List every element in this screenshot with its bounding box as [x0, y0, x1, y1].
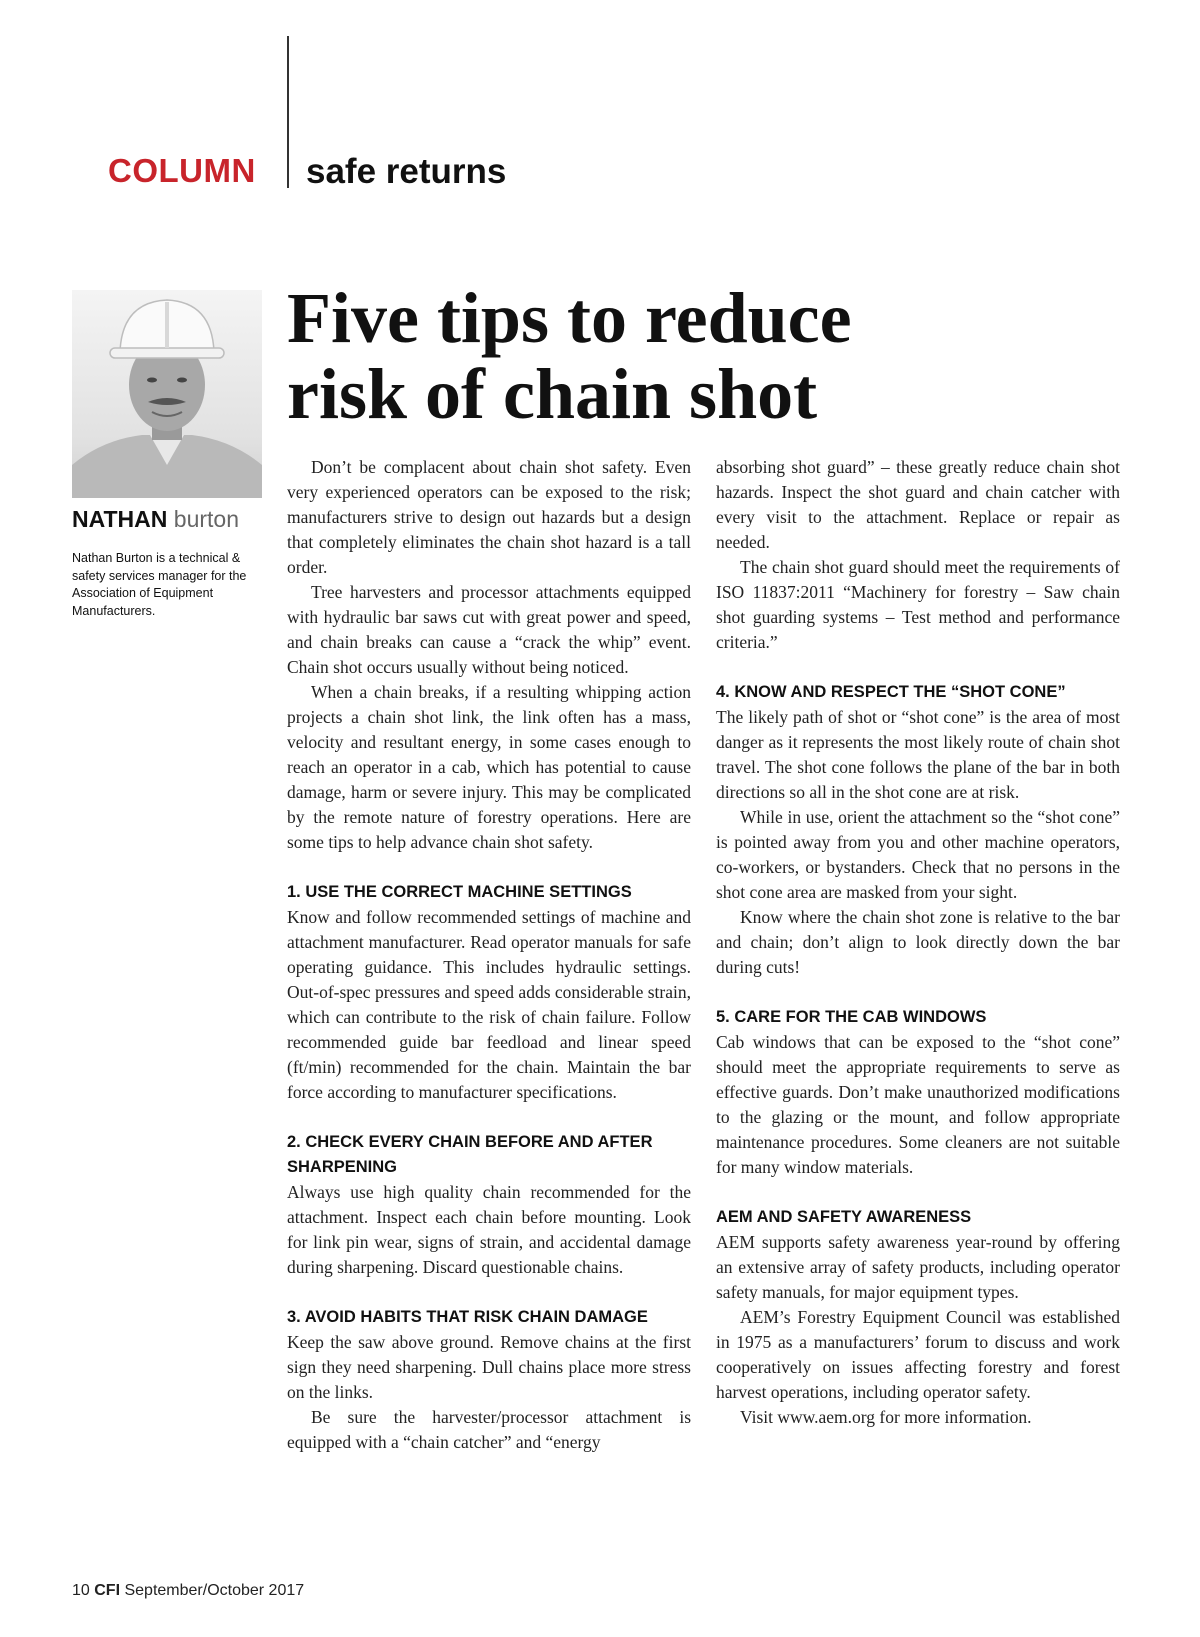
section-4-paragraph-3: Know where the chain shot zone is relative to the bar and chain; don’t align to look directly down the bar during cuts! — [716, 907, 1120, 977]
author-last-name: burton — [173, 506, 240, 532]
section-3-paragraph-2-continued: absorbing shot guard” – these greatly reduce chain shot hazards. Inspect the shot guard and chain catcher with every visit to the attachment. Replace or repair as needed. — [716, 457, 1120, 552]
aem-paragraph-2: AEM’s Forestry Equipment Council was established in 1975 as a manufacturers’ forum to discuss and work cooperatively on issues affecting forestry and forest harvest operations, including operator safety. — [716, 1307, 1120, 1402]
article-title-line1: Five tips to reduce — [287, 278, 852, 358]
section-3-paragraph-3: The chain shot guard should meet the requirements of ISO 11837:2011 “Machinery for forestry – Saw chain shot guarding systems – Test method and performance criteria.” — [716, 557, 1120, 652]
section-5-heading: 5. CARE FOR THE CAB WINDOWS — [716, 1008, 987, 1026]
section-3-heading: 3. AVOID HABITS THAT RISK CHAIN DAMAGE — [287, 1308, 648, 1326]
intro-paragraph-2: Tree harvesters and processor attachments equipped with hydraulic bar saws cut with great power and speed, and chain breaks can cause a “crack the whip” event. Chain shot occurs usually without being noticed. — [287, 582, 691, 677]
section-1-paragraph: Know and follow recommended settings of machine and attachment manufacturer. Read operator manuals for safe operating guidance. This includes hydraulic settings. Out-of-spec pressures and speed adds considerable strain, which can contribute to the risk of chain failure. Follow recommended guide bar feedload and linear speed (ft/min) recommended for the chain. Maintain the bar force according to manufacturer specifications. — [287, 907, 691, 1102]
intro-paragraph-1: Don’t be complacent about chain shot safety. Even very experienced operators can be exposed to the risk; manufacturers strive to design out hazards but a design that completely eliminates the chain shot hazard is a tall order. — [287, 457, 691, 577]
section-header — [108, 152, 507, 198]
article-column-left — [287, 455, 691, 1455]
issue-date: September/October 2017 — [124, 1582, 305, 1599]
section-4-paragraph-1: The likely path of shot or “shot cone” is the area of most danger as it represents the most likely route of chain shot travel. The shot cone follows the plane of the bar in both directions so all in the shot cone are at risk. — [716, 707, 1120, 802]
author-bio: Nathan Burton is a technical & safety services manager for the Association of Equipment Manufacturers. — [72, 551, 247, 618]
section-4-paragraph-2: While in use, orient the attachment so the “shot cone” is pointed away from you and other machine operators, co-workers, or bystanders. Check that no persons in the shot cone area are masked from your sight. — [716, 807, 1120, 902]
page-number: 10 — [72, 1582, 90, 1599]
header-divider-rule — [287, 36, 289, 188]
intro-paragraph-3: When a chain breaks, if a resulting whipping action projects a chain shot link, the link often has a mass, velocity and resultant energy, in some cases enough to reach an operator in a cab, which has potential to cause damage, harm or severe injury. This may be complicated by the remote nature of forestry operations. Here are some tips to help advance chain shot safety. — [287, 682, 691, 852]
section-1-heading: 1. USE THE CORRECT MACHINE SETTINGS — [287, 883, 632, 901]
subsection-label: safe returns — [306, 152, 507, 191]
section-2-heading: 2. CHECK EVERY CHAIN BEFORE AND AFTER SHARPENING — [287, 1133, 653, 1176]
author-name — [72, 506, 239, 533]
aem-paragraph-3: Visit www.aem.org for more information. — [740, 1407, 1032, 1427]
magazine-name: CFI — [94, 1582, 121, 1599]
author-portrait-icon — [72, 290, 262, 498]
page-footer — [72, 1582, 304, 1600]
section-3-paragraph-1: Keep the saw above ground. Remove chains at the first sign they need sharpening. Dull chains place more stress on the links. — [287, 1332, 691, 1402]
section-3-paragraph-2: Be sure the harvester/processor attachment is equipped with a “chain catcher” and “energy — [287, 1407, 691, 1452]
section-label: COLUMN — [108, 152, 256, 189]
article-title-line2: risk of chain shot — [287, 354, 818, 434]
article-column-right — [716, 455, 1120, 1430]
aem-heading: AEM AND SAFETY AWARENESS — [716, 1208, 972, 1226]
author-photo — [72, 290, 262, 498]
section-4-heading: 4. KNOW AND RESPECT THE “SHOT CONE” — [716, 683, 1066, 701]
aem-paragraph-1: AEM supports safety awareness year-round by offering an extensive array of safety products, including operator safety manuals, for major equipment types. — [716, 1232, 1120, 1302]
section-5-paragraph: Cab windows that can be exposed to the “shot cone” should meet the appropriate requirements to serve as effective guards. Don’t make unauthorized modifications to the glazing or the mount, and follow appropriate maintenance procedures. Some cleaners are not suitable for many window materials. — [716, 1032, 1120, 1177]
author-first-name: NATHAN — [72, 506, 168, 532]
section-2-paragraph: Always use high quality chain recommended for the attachment. Inspect each chain before mounting. Look for link pin wear, signs of strain, and accidental damage during sharpening. Discard questionable chains. — [287, 1182, 691, 1277]
article-title — [287, 280, 1007, 432]
